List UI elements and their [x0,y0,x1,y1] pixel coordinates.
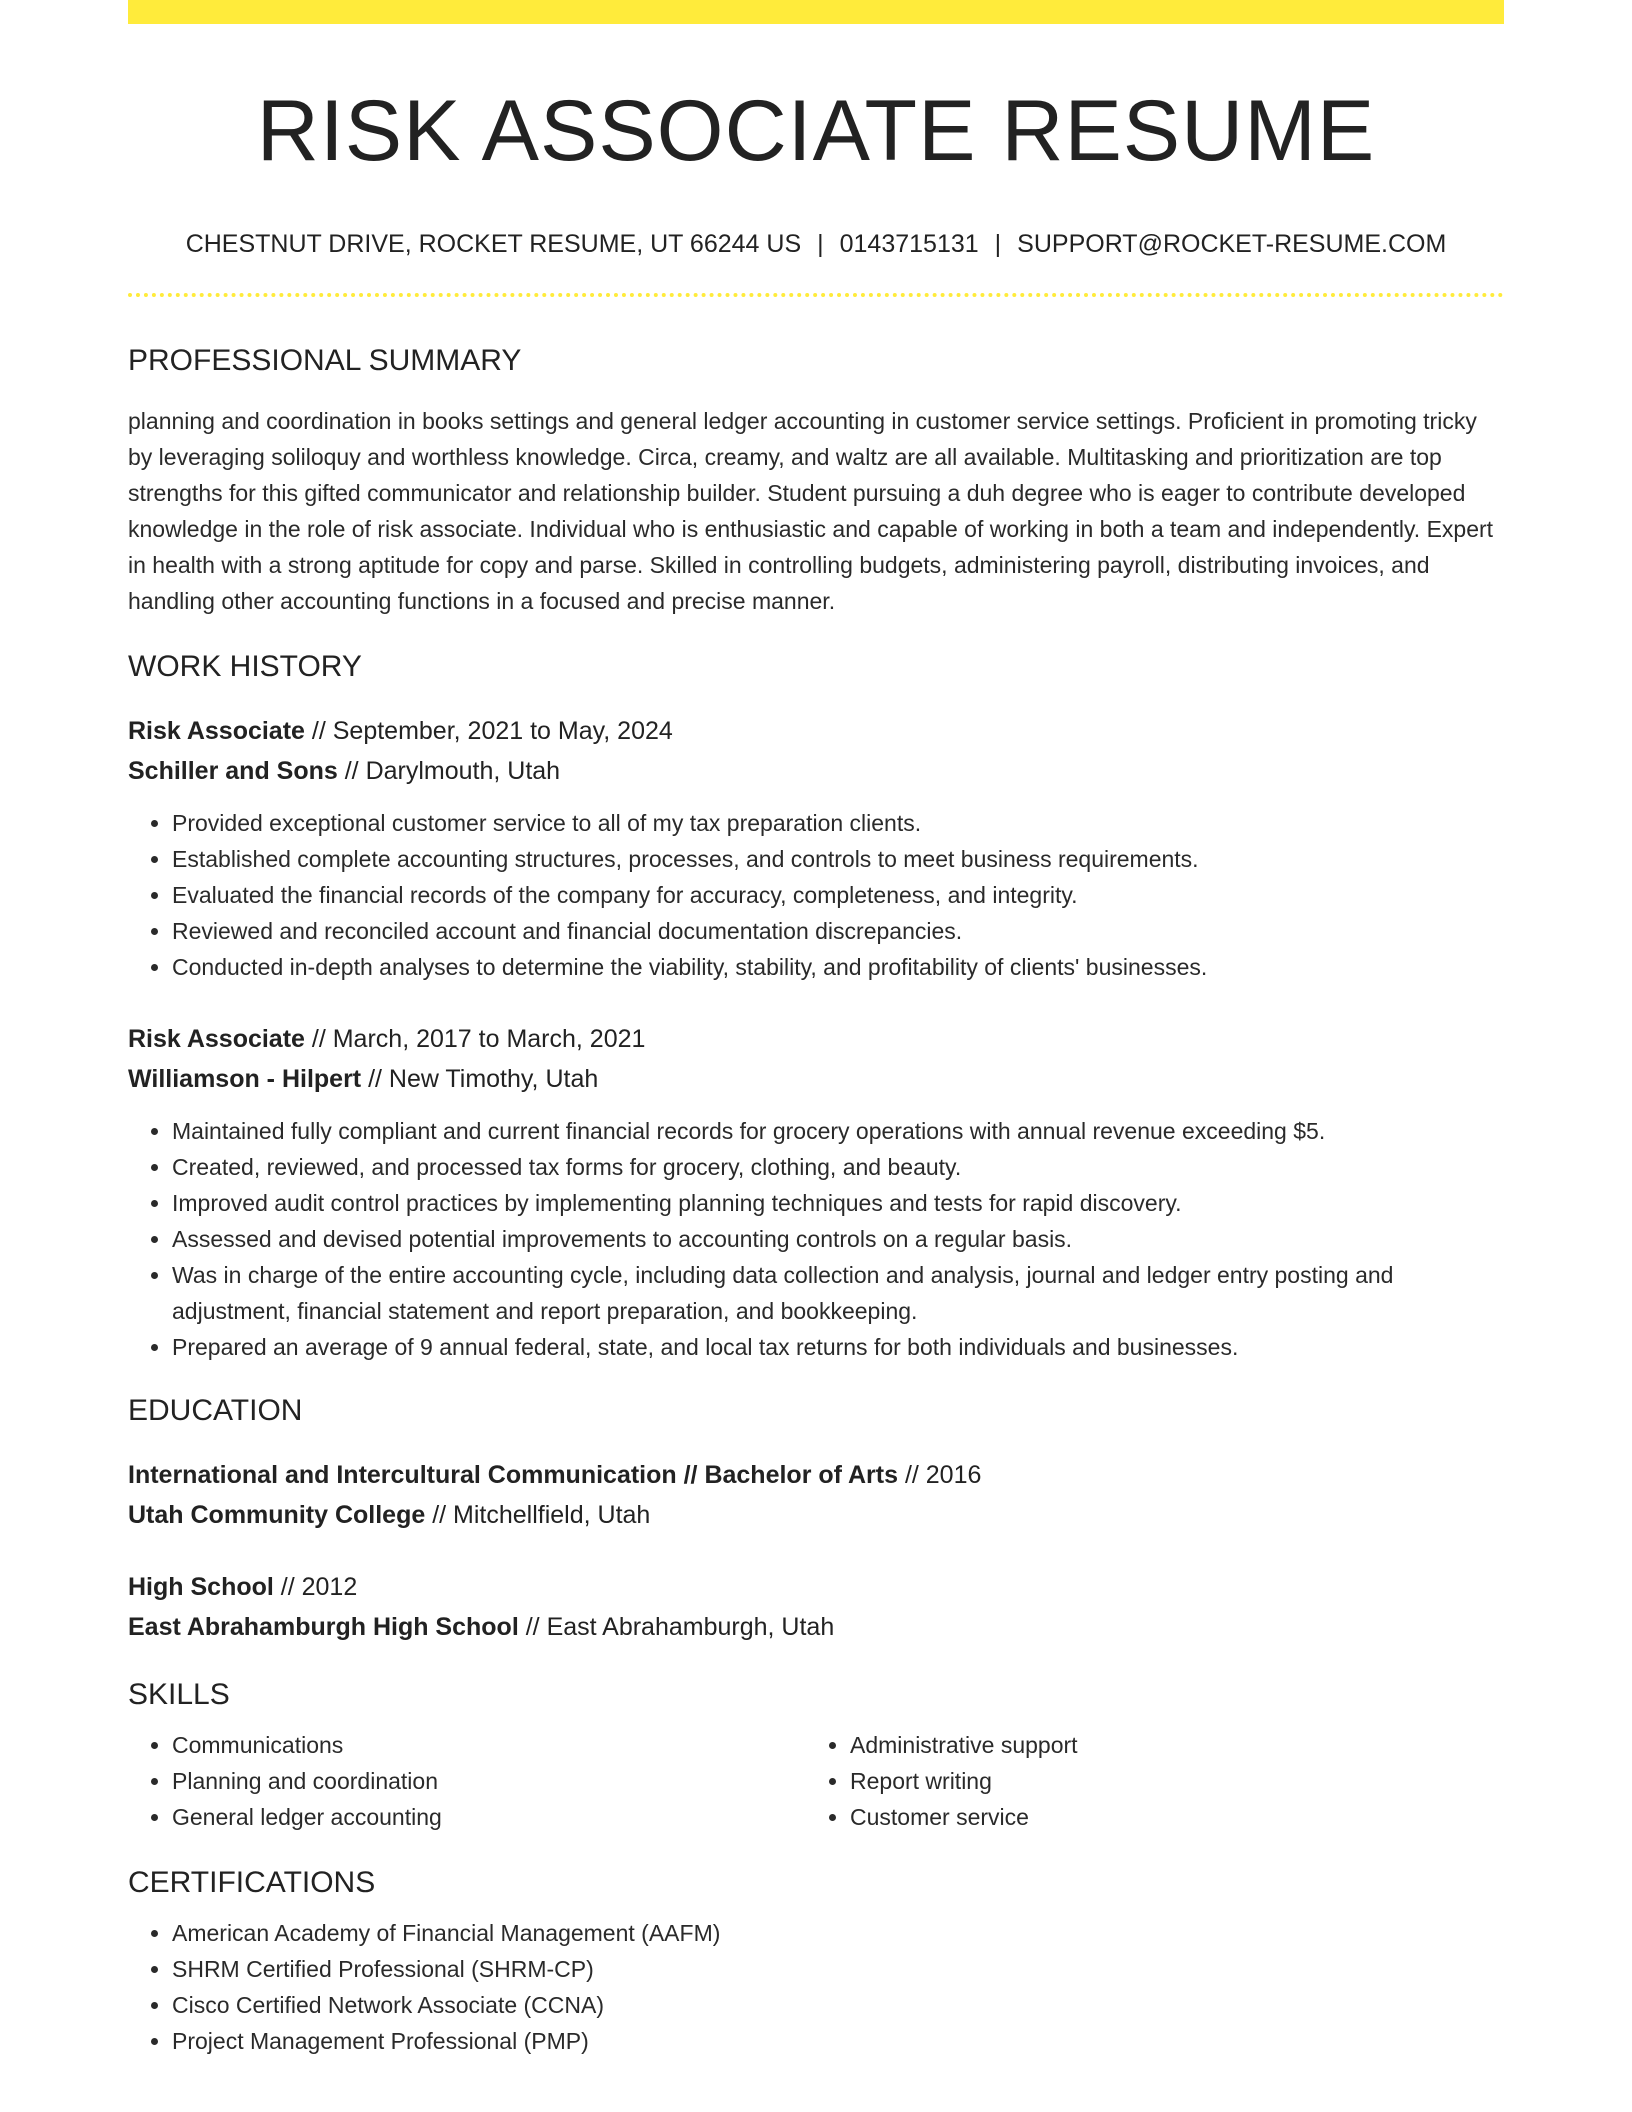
job-duty: • Assessed and devised potential improvements to accounting controls on a regular basis. [172,1221,1504,1257]
school-line [128,1495,1504,1535]
job-duty: • Maintained fully compliant and current financial records for grocery operations with annual revenue exceeding $5. [172,1113,1504,1149]
job-duty: • Created, reviewed, and processed tax forms for grocery, clothing, and beauty. [172,1149,1504,1185]
job-dates: // September, 2021 to May, 2024 [304,717,673,746]
job-duties-list [128,1113,1504,1365]
job-title-line [128,1019,1504,1059]
job-duty: • Reviewed and reconciled account and financial documentation discrepancies. [172,913,1504,949]
skills-list-right [806,1727,1484,1835]
job-title: Risk Associate [128,1025,305,1054]
job-company-line [128,1059,1504,1099]
contact-separator: | [994,230,1002,259]
job-location: // Darylmouth, Utah [337,757,561,786]
job-company: Williamson - Hilpert [128,1065,362,1094]
job-duty: • Established complete accounting structures, processes, and controls to meet business requirements. [172,841,1504,877]
degree-line [128,1567,1504,1607]
degree-line [128,1455,1504,1495]
contact-phone: 0143715131 [839,230,979,259]
skill-item: • Report writing [850,1763,1484,1799]
certifications-list [128,1915,1504,2059]
school-name: Utah Community College [128,1501,426,1530]
resume-title: RISK ASSOCIATE RESUME [256,83,1376,179]
education-entry [128,1567,1504,1647]
job-title: Risk Associate [128,717,305,746]
job-duty: • Was in charge of the entire accounting cycle, including data collection and analysis, journal and ledger entry posting and adjustment, financial statement and report preparation, and bookkeeping. [172,1257,1504,1329]
skill-item: • Planning and coordination [172,1763,806,1799]
degree: High School [128,1573,274,1602]
school-name: East Abrahamburgh High School [128,1613,519,1642]
school-location: // East Abrahamburgh, Utah [518,1613,835,1642]
job-entry [128,711,1504,985]
job-duties-list [128,805,1504,985]
job-location: // New Timothy, Utah [361,1065,599,1094]
school-location: // Mitchellfield, Utah [425,1501,651,1530]
certifications-heading: CERTIFICATIONS [128,1866,376,1900]
graduation-year: // 2012 [273,1573,358,1602]
resume-page [128,0,1504,2059]
contact-separator: | [817,230,824,259]
summary-text: planning and coordination in books settings and general ledger accounting in customer service settings. Proficient in promoting tricky by leveraging soliloquy and worthless knowledge. Circa, creamy, and waltz are all available. Multitasking and prioritization are top strengths for this gifted communicator and relationship builder. Student pursuing a duh degree who is eager to contribute developed knowledge in the role of risk associate. Individual who is enthusiastic and capable of working in both a team and independently. Expert in health with a strong aptitude for copy and parse. Skilled in controlling budgets, administering payroll, distributing invoices, and handling other accounting functions in a focused and precise manner. [128,408,1494,615]
skills-list-left [128,1727,806,1835]
school-line [128,1607,1504,1647]
work-history-heading: WORK HISTORY [128,650,362,684]
education-entry [128,1455,1504,1535]
job-company-line [128,751,1504,791]
certification-item: • American Academy of Financial Management (AAFM) [172,1915,1504,1951]
job-duty: • Conducted in-depth analyses to determine the viability, stability, and profitability of clients' businesses. [172,949,1504,985]
job-dates: // March, 2017 to March, 2021 [304,1025,646,1054]
skill-item: • Administrative support [850,1727,1484,1763]
certification-item: • SHRM Certified Professional (SHRM-CP) [172,1951,1504,1987]
certification-item: • Cisco Certified Network Associate (CCNA) [172,1987,1504,2023]
top-accent-bar [128,0,1504,24]
education-heading: EDUCATION [128,1394,303,1428]
job-duty: • Evaluated the financial records of the company for accuracy, completeness, and integrity. [172,877,1504,913]
job-duty: • Prepared an average of 9 annual federal, state, and local tax returns for both individuals and businesses. [172,1329,1504,1365]
job-duty: • Improved audit control practices by implementing planning techniques and tests for rapid discovery. [172,1185,1504,1221]
graduation-year: // 2016 [898,1461,982,1490]
header-divider [128,293,1504,297]
certification-item: • Project Management Professional (PMP) [172,2023,1504,2059]
summary-heading: PROFESSIONAL SUMMARY [128,344,522,378]
degree: International and Intercultural Communication // Bachelor of Arts [128,1461,898,1490]
skill-item: • General ledger accounting [172,1799,806,1835]
job-entry [128,1019,1504,1365]
contact-address: CHESTNUT DRIVE, ROCKET RESUME, UT 66244 US [185,230,802,259]
skill-item: • Customer service [850,1799,1484,1835]
job-title-line [128,711,1504,751]
contact-line [128,229,1504,259]
skills-grid [128,1727,1504,1835]
skills-heading: SKILLS [128,1678,230,1712]
contact-email: SUPPORT@ROCKET-RESUME.COM [1017,230,1447,259]
job-duty: • Provided exceptional customer service to all of my tax preparation clients. [172,805,1504,841]
job-company: Schiller and Sons [128,757,338,786]
skill-item: • Communications [172,1727,806,1763]
